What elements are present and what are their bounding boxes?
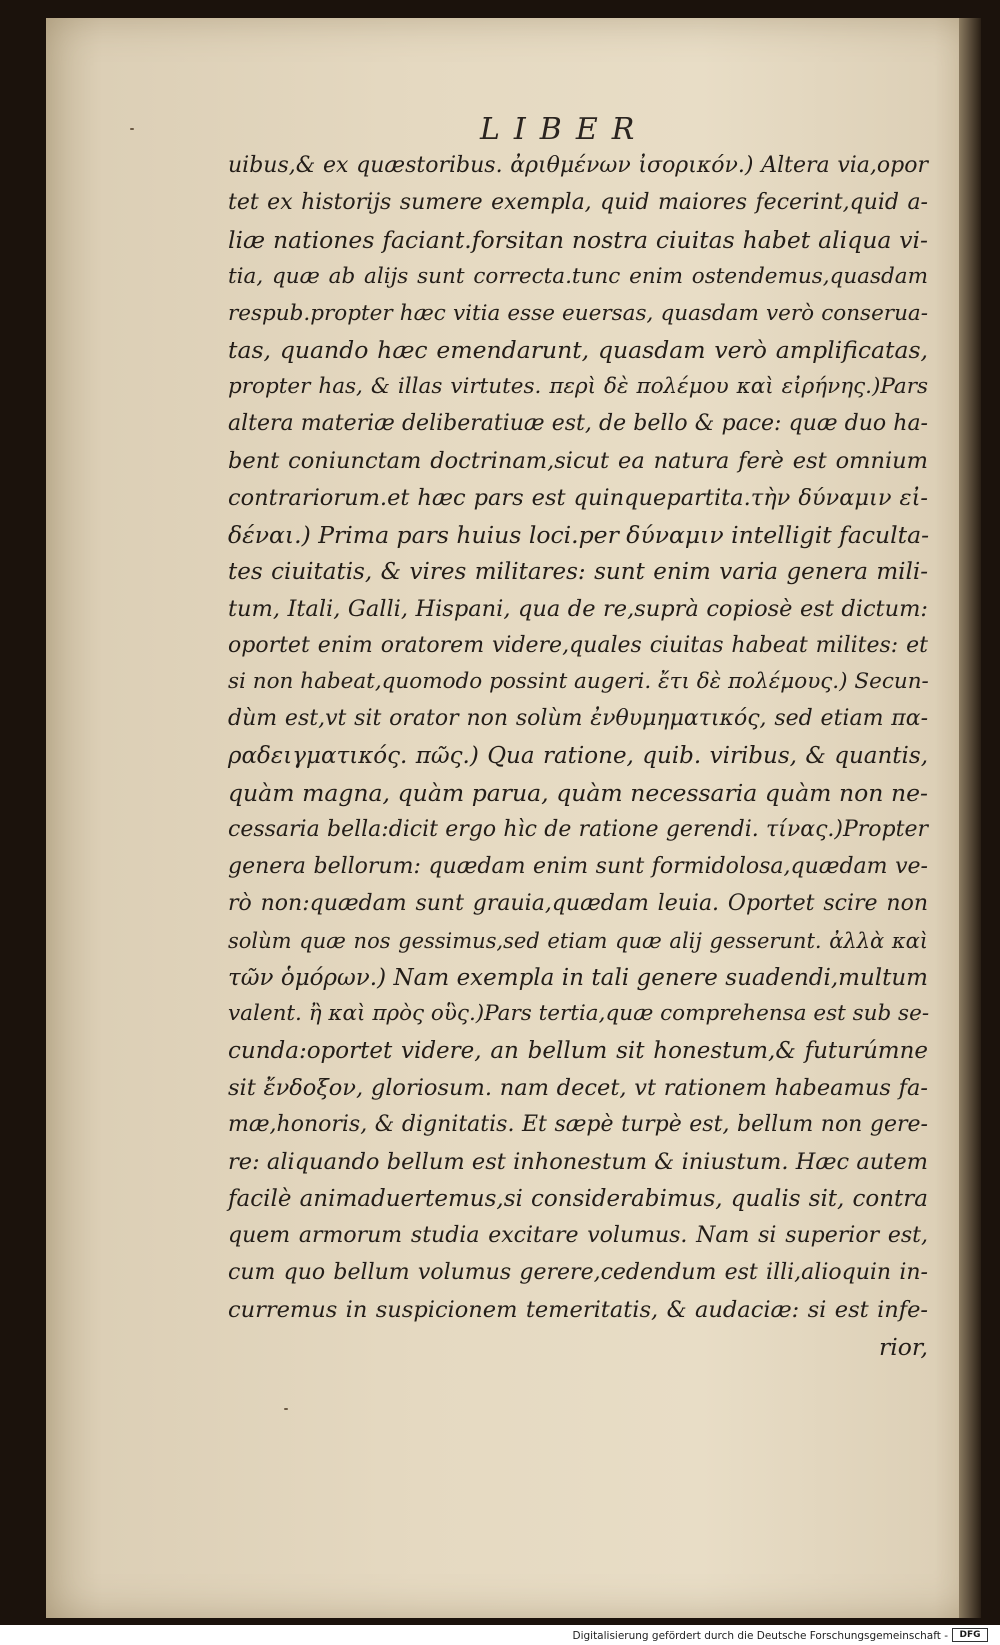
digitization-credit: Digitalisierung gefördert durch die Deutsche Forschungsgemeinschaft - [572,1630,948,1642]
text-line: propter has, & illas virtutes. περὶ δὲ πολέμου καὶ εἰρήνης.)Pars [228,374,928,400]
text-line: bent coniunctam doctrinam,sicut ea natura ferè est omnium [228,448,928,475]
text-line: uibus,& ex quæstoribus. ἀριθμένων ἰσορικόν.) Altera via,opor [228,153,928,178]
page-edge [959,18,981,1618]
text-line: re: aliquando bellum est inhonestum & iniustum. Hæc autem [228,1149,928,1176]
text-line: tet ex historijs sumere exempla, quid maiores fecerint,quid a- [228,189,928,215]
running-head: LIBER [480,112,649,147]
text-line: valent. ἢ καὶ πρὸς οὓς.)Pars tertia,quæ comprehensa est sub se- [228,1001,930,1027]
text-line: solùm quæ nos gessimus,sed etiam quæ alij gesserunt. ἀλλὰ καὶ [228,928,928,953]
text-line: quàm magna, quàm parua, quàm necessaria quàm non ne- [228,779,928,808]
text-line: tes ciuitatis, & vires militares: sunt enim varia genera mili- [228,558,928,585]
text-line: genera bellorum: quædam enim sunt formidolosa,quædam ve- [228,853,928,879]
text-line: dùm est,vt sit orator non solùm ἐνθυμηματικός, sed etiam πα- [228,706,928,732]
text-line: rior, [878,1332,928,1361]
paper-speck [284,1408,288,1410]
text-line: rò non:quædam sunt grauia,quædam leuia. Oportet scire non [228,890,928,916]
dfg-logo: DFG [952,1628,988,1642]
text-line: cessaria bella:dicit ergo hìc de ratione gerendi. τίνας.)Propter [228,817,928,843]
text-line: mæ,honoris, & dignitatis. Et sæpè turpè est, bellum non gere- [228,1112,928,1138]
text-line: respub.propter hæc vitia esse euersas, quasdam verò conserua- [228,300,928,326]
text-line: si non habeat,quomodo possint augeri. ἔτι δὲ πολέμους.) Secun- [228,669,929,695]
text-line: tia, quæ ab alijs sunt correcta.tunc enim ostendemus,quasdam [228,263,928,289]
text-line: τῶν ὁμόρων.) Nam exempla in tali genere suadendi,multum [228,964,928,991]
text-line: altera materiæ deliberatiuæ est, de bello & pace: quæ duo ha- [228,411,928,437]
text-block [228,148,928,1365]
text-line: oportet enim oratorem videre,quales ciuitas habeat milites: et [228,632,928,658]
text-line: tas, quando hæc emendarunt, quasdam verò amplificatas, [228,336,928,365]
text-line: cunda:oportet videre, an bellum sit honestum,& futurúmne [228,1038,928,1065]
text-line: sit ἔνδοξον, gloriosum. nam decet, vt rationem habeamus fa- [228,1075,928,1102]
text-line: quem armorum studia excitare volumus. Nam si superior est, [228,1222,928,1248]
text-line: facilè animaduertemus,si considerabimus, qualis sit, contra [228,1185,928,1212]
text-line: cum quo bellum volumus gerere,cedendum est illi,alioquin in- [228,1259,928,1285]
text-line: curremus in suspicionem temeritatis, & audaciæ: si est infe- [228,1296,928,1323]
paper-speck [130,128,134,130]
text-line: liæ nationes faciant.forsitan nostra ciuitas habet aliqua vi- [228,225,928,254]
text-line: δέναι.) Prima pars huius loci.per δύναμιν intelligit faculta- [228,520,930,549]
text-line: ραδειγματικός. πῶς.) Qua ratione, quib. viribus, & quantis, [228,743,928,770]
text-line: contrariorum.et hæc pars est quinquepartita.τὴν δύναμιν εἰ- [228,485,928,512]
text-line: tum, Itali, Galli, Hispani, qua de re,suprà copiosè est dictum: [228,595,928,622]
